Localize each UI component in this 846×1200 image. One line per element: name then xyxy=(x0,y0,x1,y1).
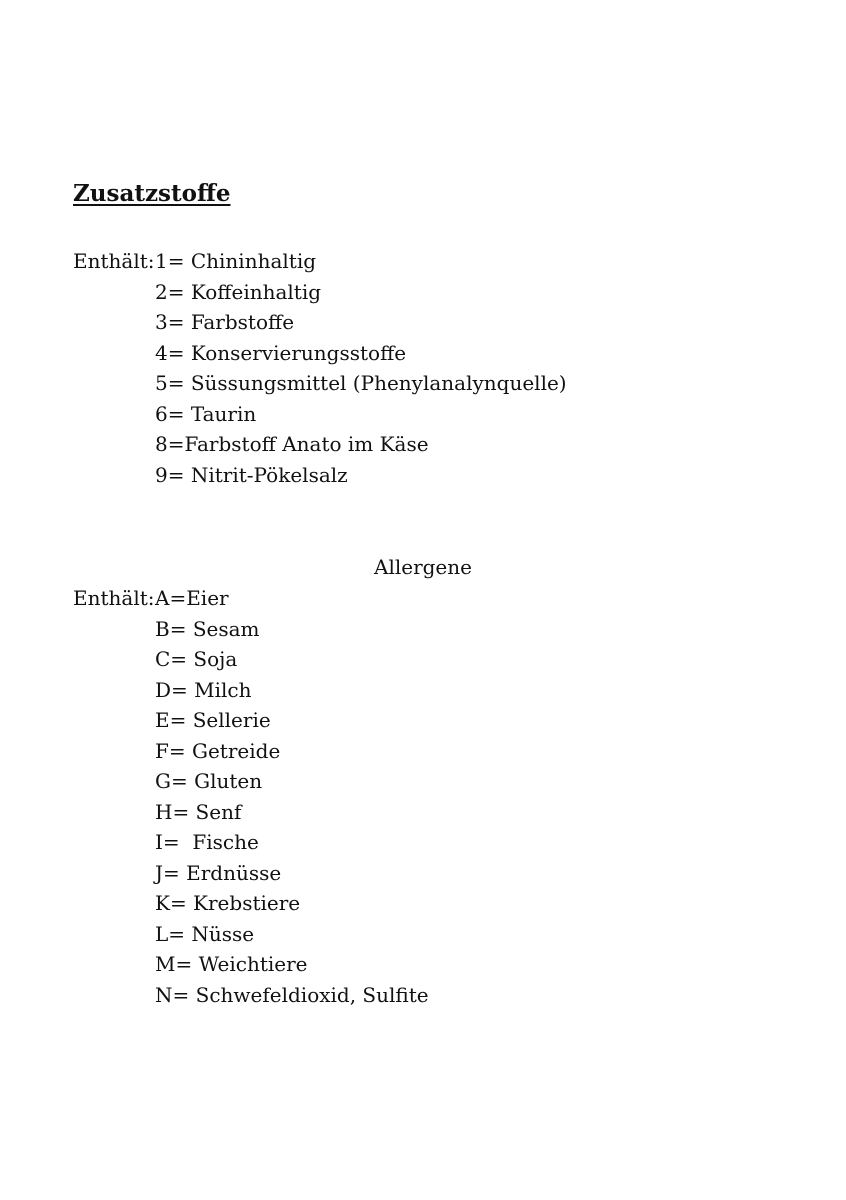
additive-item: 2= Koffeinhaltig xyxy=(155,279,322,304)
additives-list xyxy=(155,246,567,490)
allergen-item: N= Schwefeldioxid, Sulfite xyxy=(155,982,429,1007)
allergen-item: G= Gluten xyxy=(155,769,263,793)
additives-prefix: Enthält: xyxy=(73,249,161,273)
allergen-item: F= Getreide xyxy=(155,738,281,763)
allergen-item: J= Erdnüsse xyxy=(155,860,282,885)
allergen-item: K= Krebstiere xyxy=(155,891,301,915)
additive-item: 1= Chininhaltig xyxy=(155,249,317,273)
allergen-item: B= Sesam xyxy=(155,616,260,641)
additive-item: 4= Konservierungsstoffe xyxy=(155,340,407,365)
additive-item: 5= Süssungsmittel (Phenylanalynquelle) xyxy=(155,371,567,395)
additive-item: 6= Taurin xyxy=(155,401,257,426)
allergen-item: H= Senf xyxy=(155,799,242,824)
allergen-item: L= Nüsse xyxy=(155,921,255,946)
allergen-item: E= Sellerie xyxy=(155,708,271,732)
additives-title: Zusatzstoffe xyxy=(73,180,231,207)
allergen-item: C= Soja xyxy=(155,647,238,671)
additive-item: 9= Nitrit-Pökelsalz xyxy=(155,462,348,487)
additive-item: 8=Farbstoff Anato im Käse xyxy=(155,432,429,456)
allergens-list xyxy=(155,583,429,1010)
allergen-item: M= Weichtiere xyxy=(155,952,308,976)
allergen-item: D= Milch xyxy=(155,677,252,702)
allergen-item: I= Fische xyxy=(155,830,259,854)
allergens-prefix: Enthält: xyxy=(73,586,161,610)
allergen-item: A=Eier xyxy=(155,586,229,610)
allergens-title: Allergene xyxy=(374,555,472,579)
additive-item: 3= Farbstoffe xyxy=(155,310,295,334)
